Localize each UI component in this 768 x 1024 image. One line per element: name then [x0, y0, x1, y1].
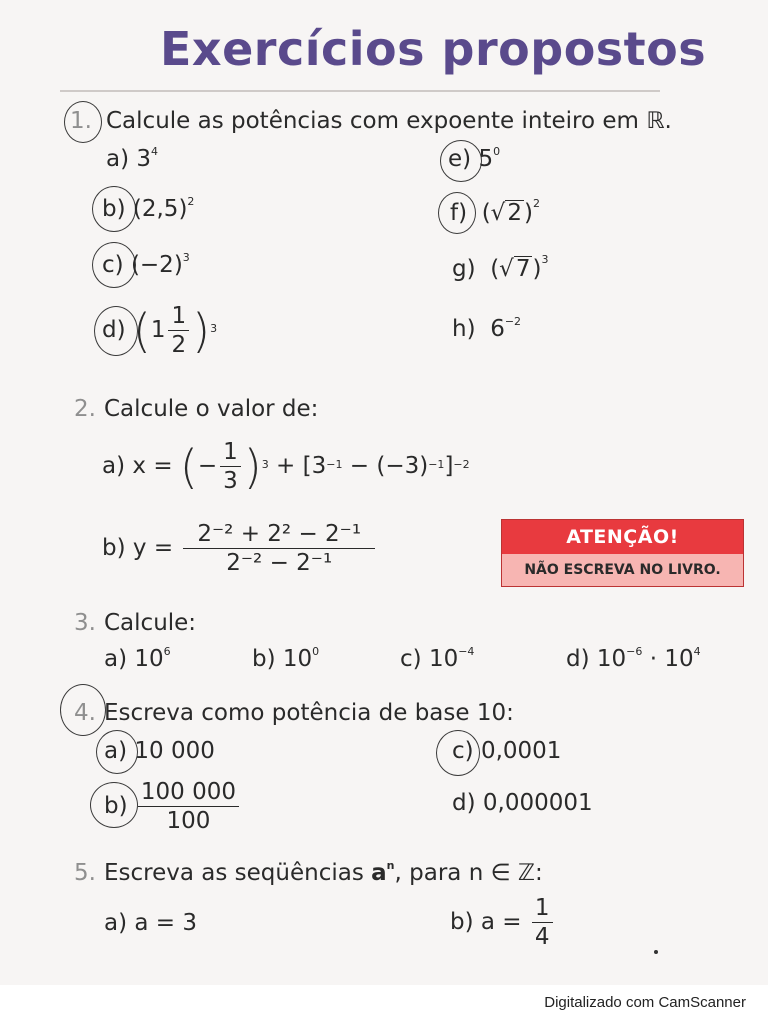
ex2-number: 2. [74, 396, 96, 422]
ex1-item-g: g) $(√7)^3$ [452, 253, 549, 282]
ex3-number: 3. [74, 610, 96, 636]
ex3-item-d: d) $10^{-6} \cdot 10^4$ [566, 645, 701, 672]
ex3-item-c: c) $10^{-4}$ [400, 645, 475, 672]
attention-title: ATENÇÃO! [502, 520, 743, 554]
ex1-prompt: Calcule as potências com expoente inteiro em ℝ. [106, 108, 672, 134]
ex4-item-b: b) $\frac{100 000}{100}$ [104, 780, 242, 833]
ex1-item-e: e) $5^0$ [448, 145, 501, 172]
ex1-item-b: b) $(2,5)^2$ [102, 195, 195, 222]
ex5-number: 5. [74, 860, 96, 886]
ex5-item-b: b) a = $\frac{1}{4}$ [450, 896, 556, 949]
ex1-item-c: c) $(-2)^3$ [102, 251, 190, 278]
ex2-item-a: a) x = ( − $\frac{1}{3}$ ) $^3$ + [3 $^{-1}$ − (−3) $^{-1}$ ] $^{-2}$ [102, 439, 470, 495]
page-title: Exercícios propostos [160, 22, 707, 76]
ex4-item-a: a) 10 000 [104, 738, 215, 764]
ex1-item-d: d) ( 1 $\frac{1}{2}$ ) $^3$ [102, 303, 218, 359]
ex4-number: 4. [74, 700, 96, 726]
ex4-item-d: d) 0,000001 [452, 790, 593, 816]
ink-dot [654, 950, 658, 954]
ex3-item-b: b) $10^0$ [252, 645, 320, 672]
ex3-item-a: a) $10^6$ [104, 645, 171, 672]
ex4-item-c: c) 0,0001 [452, 738, 562, 764]
ex5-item-a: a) a = 3 [104, 910, 198, 936]
ex2-prompt: Calcule o valor de: [104, 396, 319, 422]
attention-subtitle: NÃO ESCREVA NO LIVRO. [502, 554, 743, 586]
ex1-number: 1. [70, 108, 92, 134]
ex1-item-h: h) $6^{-2}$ [452, 315, 522, 342]
ex2-item-b: b) y = $\frac{\text{2⁻² + 2² − 2⁻¹}}{\text{2⁻² − 2⁻¹}}$ [102, 522, 378, 575]
ex3-prompt: Calcule: [104, 610, 197, 636]
ex1-item-f: f) $(√2)^2$ [450, 197, 540, 226]
camscanner-footer: Digitalizado com CamScanner [544, 994, 746, 1011]
ex4-prompt: Escreva como potência de base 10: [104, 700, 514, 726]
title-rule [60, 90, 660, 92]
attention-badge [501, 519, 744, 587]
ex1-item-a: a) $3^4$ [106, 145, 159, 172]
ex5-prompt: Escreva as seqüências $a^n$, para n ∈ ℤ: [104, 859, 543, 886]
